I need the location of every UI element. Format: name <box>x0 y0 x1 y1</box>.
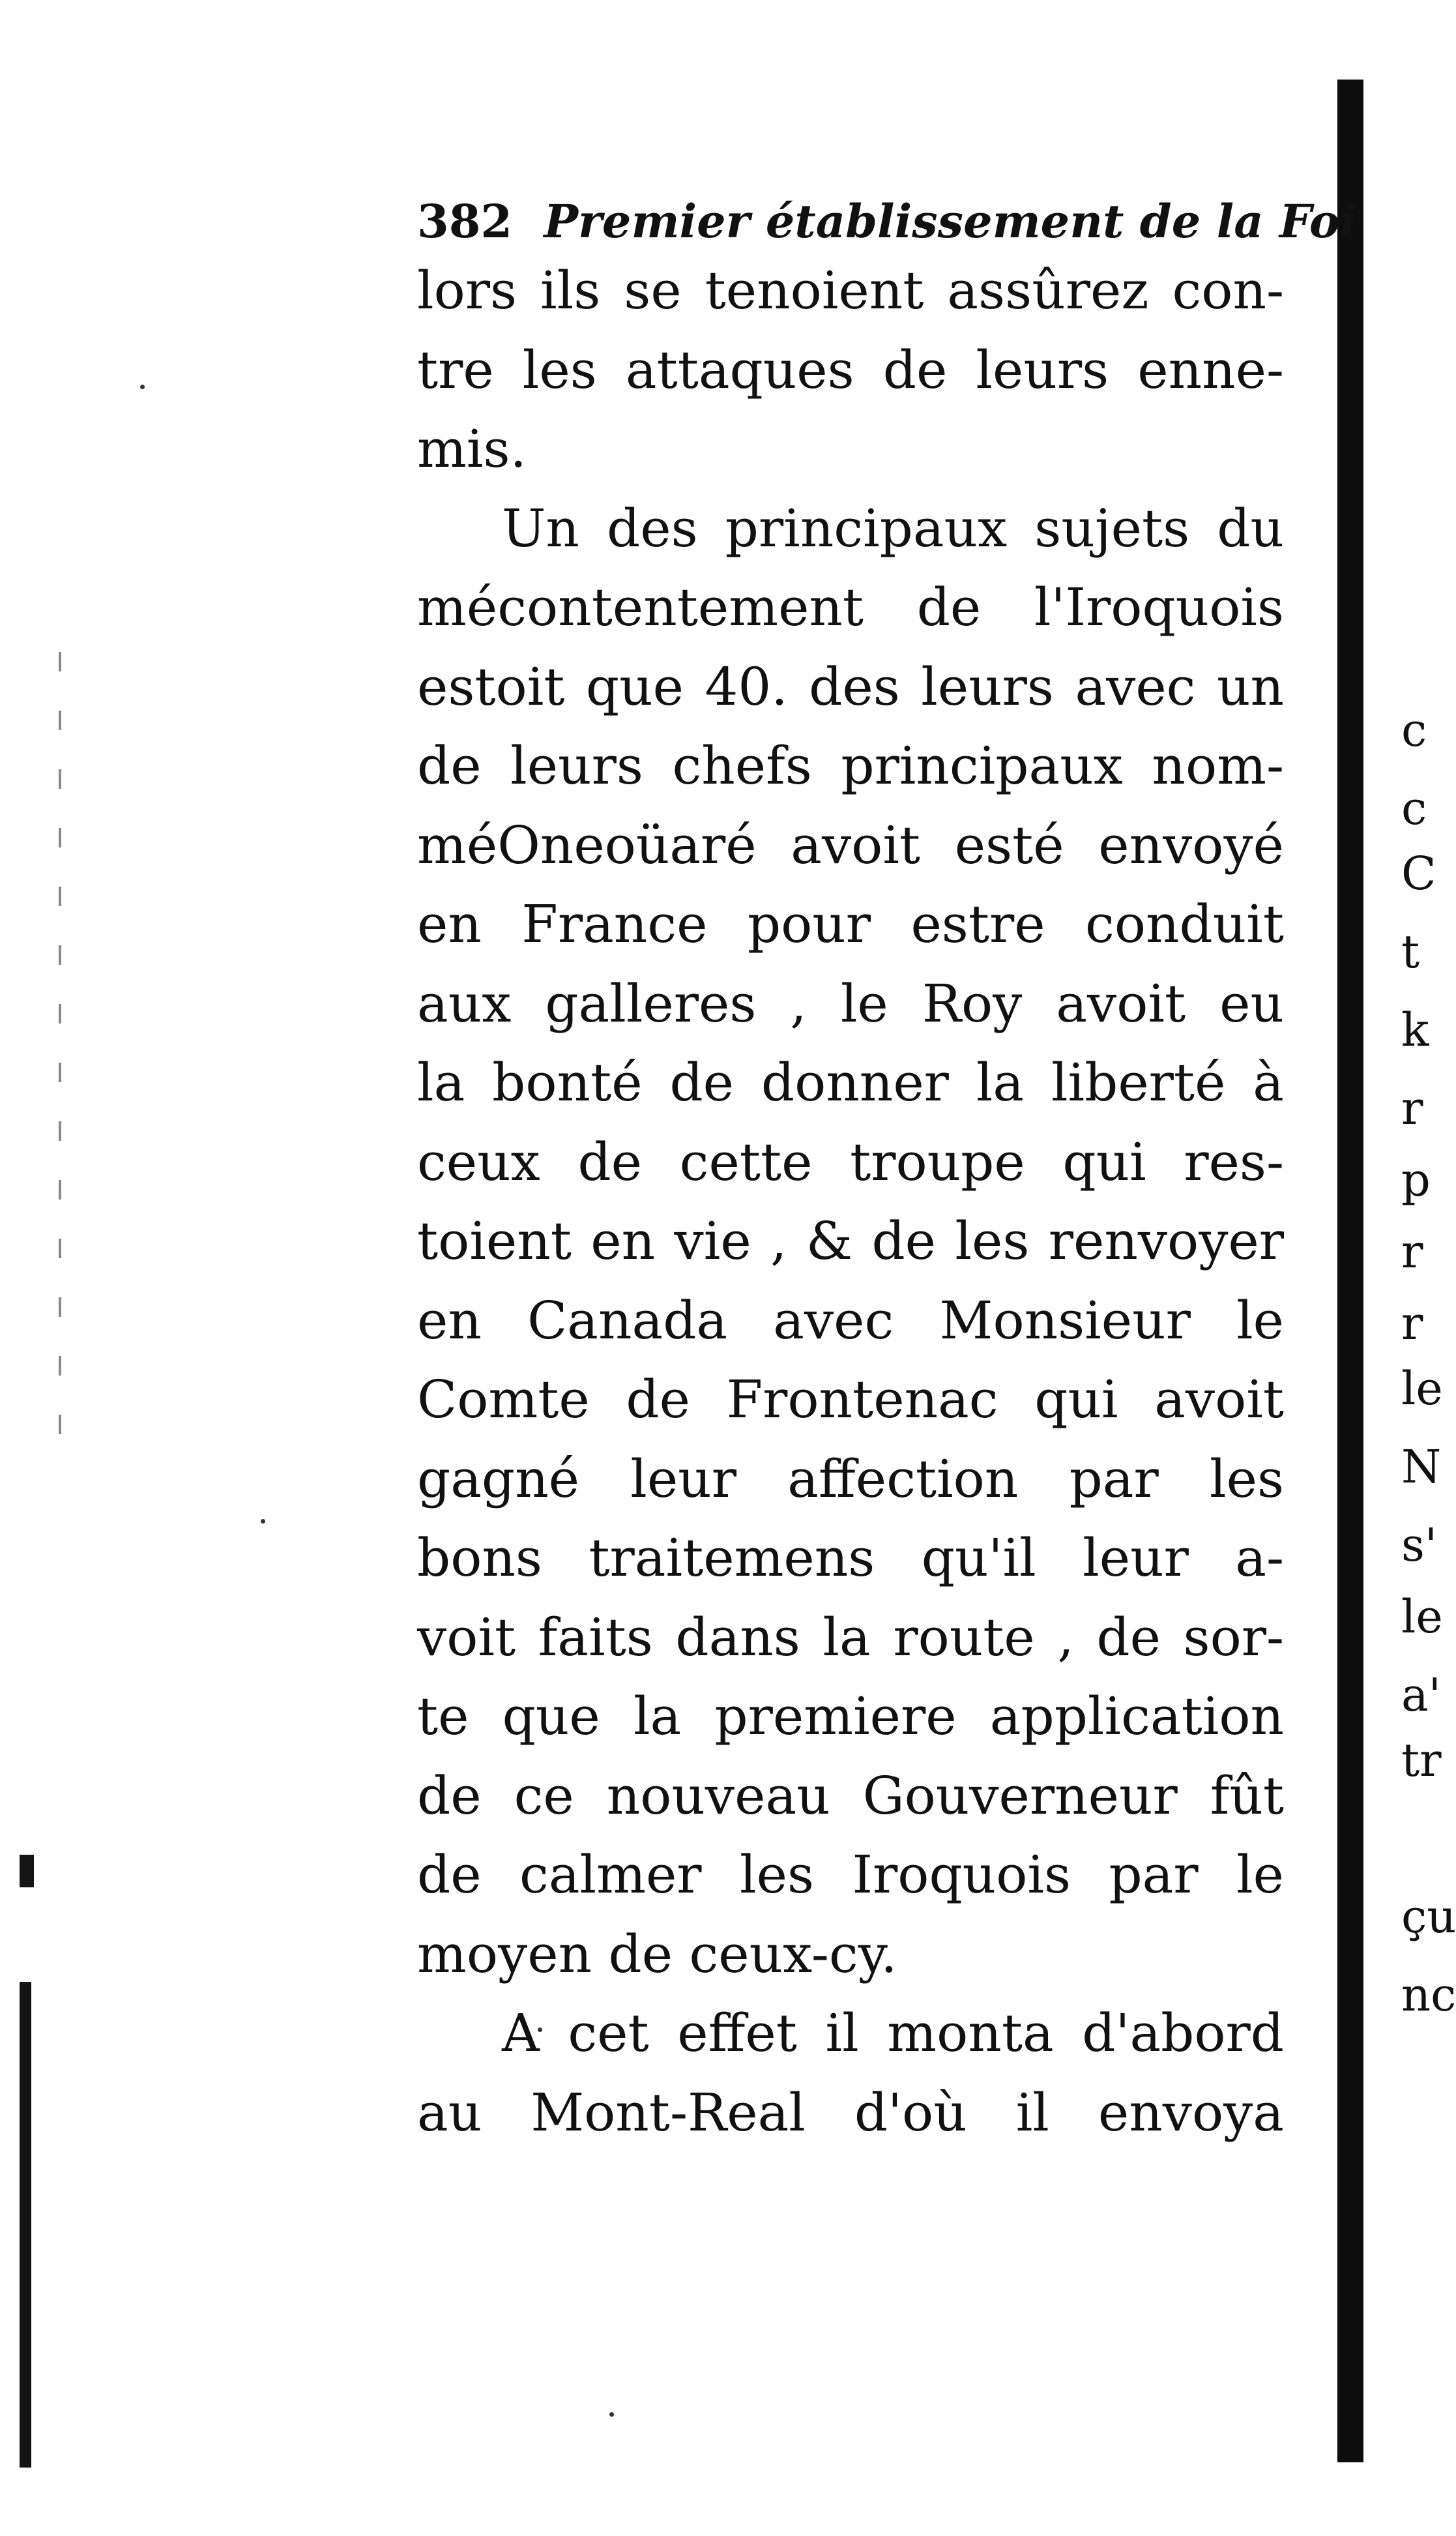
text-line: la bonté de donner la liberté à <box>417 1052 1284 1113</box>
facing-fragment: r <box>1401 1082 1423 1135</box>
facing-fragment: p <box>1401 1153 1431 1207</box>
facing-fragment: t <box>1401 925 1420 979</box>
facing-fragment: tr <box>1401 1733 1442 1787</box>
facing-fragment: nc <box>1401 1968 1456 2022</box>
text-line: mis. <box>417 419 527 479</box>
text-line: de ce nouveau Gouverneur fût <box>417 1765 1284 1826</box>
facing-fragment: r <box>1401 1297 1423 1350</box>
facing-fragment: N <box>1401 1440 1442 1494</box>
text-line: bons traitemens qu'il leur a- <box>417 1527 1284 1588</box>
text-line: voit faits dans la route , de sor- <box>417 1606 1284 1668</box>
scan-edge-dashes <box>59 652 61 1434</box>
facing-fragment: r <box>1401 1225 1423 1278</box>
facing-fragment: le <box>1401 1590 1443 1644</box>
facing-page-fragment <box>1401 0 1456 2536</box>
facing-fragment: le <box>1401 1362 1443 1415</box>
facing-fragment: a' <box>1401 1668 1441 1722</box>
scan-speck <box>140 385 145 389</box>
text-line: en Canada avec Monsieur le <box>417 1290 1284 1351</box>
facing-fragment: çu <box>1401 1890 1456 1943</box>
text-line: aux galleres , le Roy avoit eu <box>417 973 1284 1034</box>
facing-fragment: C <box>1401 847 1436 900</box>
scan-speck <box>261 1519 265 1524</box>
text-line: lors ils se tenoient assûrez con- <box>417 260 1284 321</box>
text-line: méOneoüaré avoit esté envoyé <box>417 814 1284 876</box>
text-line: ceux de cette troupe qui res- <box>417 1131 1284 1192</box>
facing-fragment: c <box>1401 703 1427 757</box>
scan-edge-bar <box>20 1982 31 2468</box>
scan-speck <box>609 2412 614 2417</box>
facing-fragment: s' <box>1401 1518 1438 1572</box>
text-line: toient en vie , & de les renvoyer <box>417 1211 1284 1271</box>
text-line: en France pour estre conduit <box>417 894 1284 954</box>
page-number: 382 <box>417 194 513 248</box>
body-text <box>417 251 1284 2152</box>
text-line: tre les attaques de leurs enne- <box>417 339 1284 400</box>
text-line: mécontentement de l'Iroquois <box>417 577 1284 638</box>
facing-fragment: c <box>1401 782 1427 835</box>
text-line: de leurs chefs principaux nom- <box>417 735 1284 796</box>
text-line: Comte de Frontenac qui avoit <box>417 1369 1284 1430</box>
text-line: moyen de ceux-cy. <box>417 1923 897 1984</box>
text-line: au Mont-Real d'où il envoya <box>417 2082 1284 2143</box>
running-head-title: Premier établissement de la Foi <box>544 194 1358 248</box>
text-line: estoit que 40. des leurs avec un <box>417 656 1284 717</box>
text-line: te que la premiere application <box>417 1686 1284 1747</box>
scan-edge-mark <box>20 1855 34 1887</box>
text-line: Un des principaux sujets du <box>502 497 1284 559</box>
facing-fragment: k <box>1401 1003 1429 1057</box>
page-gutter-shadow <box>1337 80 1363 2462</box>
text-line: de calmer les Iroquois par le <box>417 1844 1284 1905</box>
text-line: gagné leur affection par les <box>417 1448 1284 1509</box>
running-head <box>417 186 1358 258</box>
text-line: A cet effet il monta d'abord <box>502 2003 1284 2063</box>
